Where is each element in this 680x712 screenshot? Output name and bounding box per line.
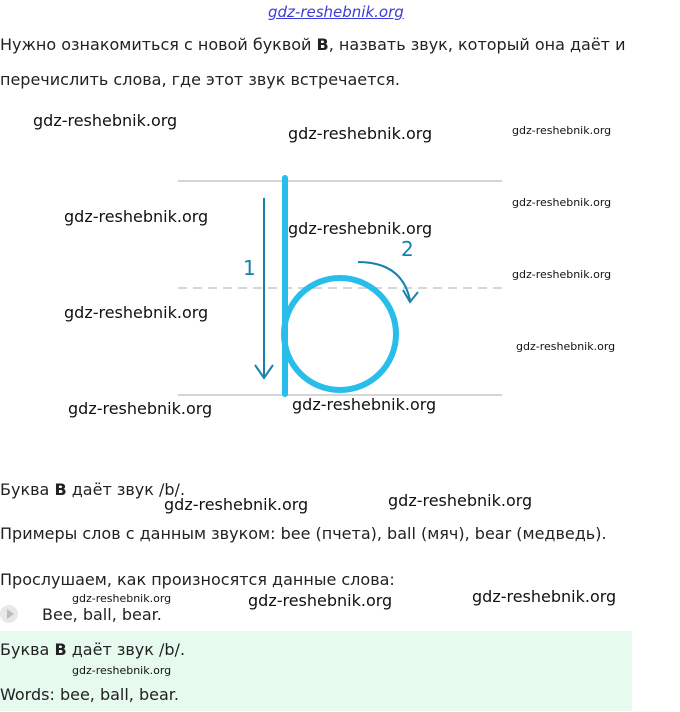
- answer-letter: B: [54, 640, 67, 659]
- audio-label: Bee, ball, bear.: [42, 605, 162, 624]
- intro-line-2: перечислить слова, где этот звук встречается.: [0, 70, 400, 89]
- watermark: gdz-reshebnik.org: [292, 395, 437, 414]
- watermark: gdz-reshebnik.org: [512, 124, 612, 137]
- answer-line-1: [0, 640, 185, 660]
- watermark: gdz-reshebnik.org: [288, 124, 433, 143]
- watermark: gdz-reshebnik.org: [288, 219, 433, 238]
- answer-line-1-post: даёт звук /b/.: [66, 640, 186, 659]
- watermark: gdz-reshebnik.org: [516, 340, 616, 353]
- watermark: gdz-reshebnik.org: [164, 495, 309, 514]
- watermark: gdz-reshebnik.org: [472, 587, 617, 606]
- examples-sentence: Примеры слов с данным звуком: bee (пчета), ball (мяч), bear (медведь).: [0, 524, 607, 543]
- sound-sentence: [0, 480, 185, 500]
- answer-line-2: Words: bee, ball, bear.: [0, 685, 179, 704]
- stroke-2-arrowhead: [403, 290, 418, 302]
- audio-play-button[interactable]: [0, 605, 18, 623]
- watermark: gdz-reshebnik.org: [512, 268, 612, 281]
- intro-line-1-pre: Нужно ознакомиться с новой буквой: [0, 35, 317, 54]
- stroke-1-label: 1: [243, 256, 256, 280]
- sound-letter: B: [54, 480, 67, 499]
- sound-post: даёт звук /b/.: [66, 480, 186, 499]
- listen-sentence: Прослушаем, как произносятся данные слова:: [0, 570, 395, 589]
- watermark: gdz-reshebnik.org: [72, 664, 172, 677]
- watermark: gdz-reshebnik.org: [68, 399, 213, 418]
- stroke-2-label: 2: [401, 237, 414, 261]
- intro-letter: B: [316, 35, 329, 54]
- letter-b-bowl: [284, 278, 396, 390]
- intro-line-1-post: , назвать звук, который она даёт и: [328, 35, 626, 54]
- answer-line-1-pre: Буква: [0, 640, 55, 659]
- watermark: gdz-reshebnik.org: [388, 491, 533, 510]
- watermark: gdz-reshebnik.org: [248, 591, 393, 610]
- watermark: gdz-reshebnik.org: [72, 592, 172, 605]
- watermark: gdz-reshebnik.org: [64, 303, 209, 322]
- watermark: gdz-reshebnik.org: [64, 207, 209, 226]
- watermark: gdz-reshebnik.org: [33, 111, 178, 130]
- watermark-top-link[interactable]: gdz-reshebnik.org: [268, 3, 404, 21]
- sound-pre: Буква: [0, 480, 55, 499]
- watermark: gdz-reshebnik.org: [512, 196, 612, 209]
